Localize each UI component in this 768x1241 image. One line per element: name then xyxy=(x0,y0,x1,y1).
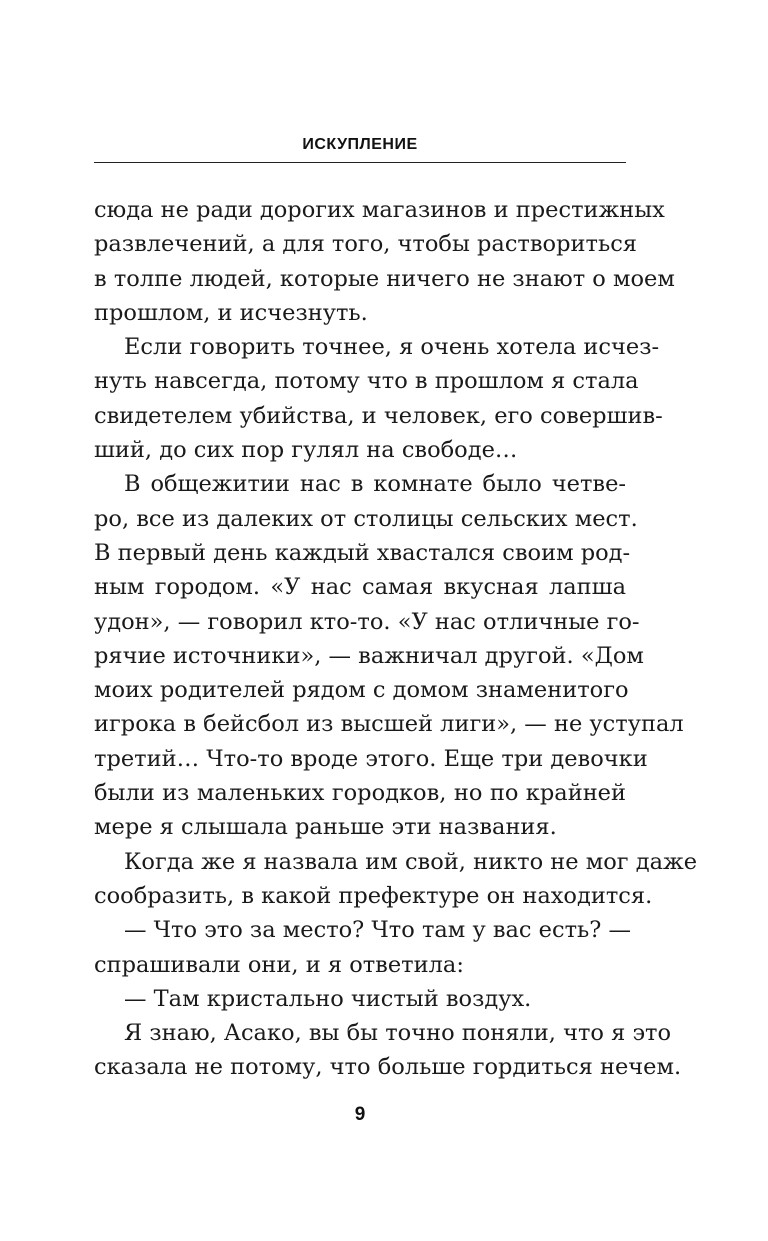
text-line: рячие источники», — важничал другой. «Дом xyxy=(94,642,644,669)
text-line: нуть навсегда, потому что в прошлом я стала xyxy=(94,368,639,395)
text-line: ро, все из далеких от столицы сельских мест. xyxy=(94,505,638,532)
text-line: прошлом, и исчезнуть. xyxy=(94,299,368,326)
page-number: 9 xyxy=(354,1104,366,1125)
paragraph-first-line: Когда же я назвала им свой, никто не мог даже xyxy=(124,848,698,875)
header-rule xyxy=(94,162,626,163)
text-line: ным городом. «У нас самая вкусная лапша xyxy=(94,574,626,601)
text-line: свидетелем убийства, и человек, его совершив- xyxy=(94,402,663,429)
text-line: сюда не ради дорогих магазинов и престижных xyxy=(94,197,665,223)
body-text xyxy=(94,193,698,1085)
paragraph-first-line: Если говорить точнее, я очень хотела исчез- xyxy=(124,334,660,361)
text-line: игрока в бейсбол из высшей лиги», — не уступал xyxy=(94,711,684,738)
text-line: в толпе людей, которые ничего не знают о моем xyxy=(94,265,675,292)
running-head-title: ИСКУПЛЕНИЕ xyxy=(302,136,418,153)
dialogue-line: — Там кристально чистый воздух. xyxy=(124,985,532,1012)
text-line: В первый день каждый хвастался своим род- xyxy=(94,539,631,566)
text-line: сообразить, в какой префектуре он находится. xyxy=(94,882,653,909)
paragraph-first-line: Я знаю, Асако, вы бы точно поняли, что я это xyxy=(124,1020,672,1047)
text-line: спрашивали они, и я ответила: xyxy=(94,951,464,978)
text-line: были из маленьких городков, но по крайней xyxy=(94,780,626,807)
text-line: мере я слышала раньше эти названия. xyxy=(94,814,557,841)
text-line: ший, до сих пор гулял на свободе… xyxy=(94,437,518,464)
text-line: сказала не потому, что больше гордиться нечем. xyxy=(94,1054,682,1081)
text-line: удон», — говорил кто-то. «У нас отличные го- xyxy=(94,608,640,635)
dialogue-line: — Что это за место? Что там у вас есть? — xyxy=(124,917,632,944)
text-line: моих родителей рядом с домом знаменитого xyxy=(94,677,629,704)
paragraph-first-line: В общежитии нас в комнате было четве- xyxy=(124,471,626,498)
text-line: развлечений, а для того, чтобы раствориться xyxy=(94,231,637,258)
text-line: третий… Что-то вроде этого. Еще три девочки xyxy=(94,745,648,772)
